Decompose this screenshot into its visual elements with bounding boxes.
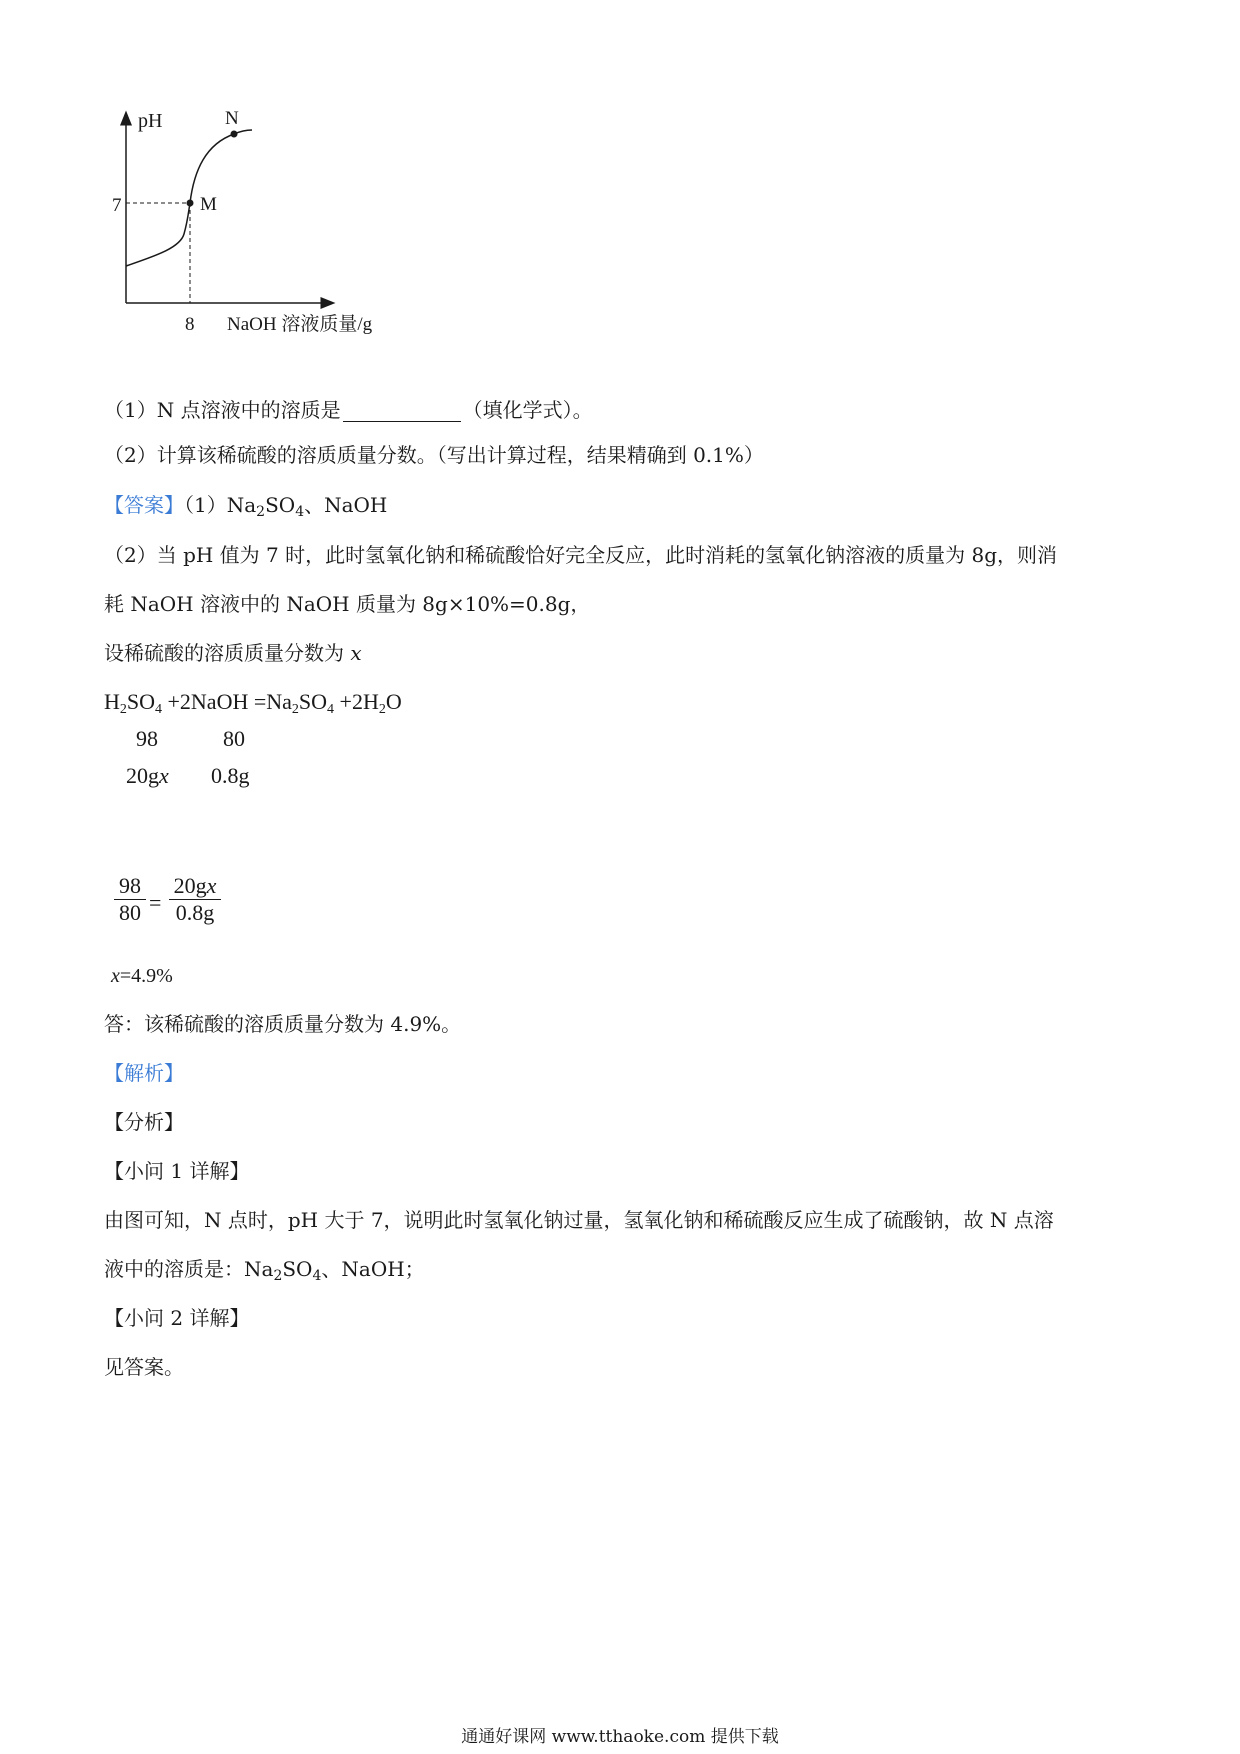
answer-blank	[343, 403, 461, 422]
q1-detail-line1: 由图可知，N 点时，pH 大于 7，说明此时氢氧化钠过量，氢氧化钠和稀硫酸反应生成了硫酸钠，故 N 点溶	[104, 1208, 1054, 1232]
ratio-row-2-right: 0.8g	[211, 763, 250, 788]
let-statement: 设稀硫酸的溶质质量分数为 x	[104, 641, 362, 665]
chemical-equation: $H_2SO_4$ +2NaOH $=Na_2SO_4 +2H_2O$	[104, 689, 402, 717]
question-1: （1）N 点溶液中的溶质是 （填化学式）。	[104, 398, 593, 422]
result-line: x=4.9%	[111, 965, 173, 987]
point-n	[231, 131, 238, 138]
answer-part1: 【答案】$(1)Na_2SO_4$、NaOH	[104, 493, 388, 520]
ph-curve	[126, 130, 252, 266]
x-axis-label: NaOH 溶液质量/g	[227, 314, 373, 335]
fraction-equals: =	[149, 890, 162, 915]
point-m	[187, 200, 194, 207]
q2-detail-text: 见答案。	[104, 1355, 184, 1379]
y-axis-label: pH	[138, 110, 163, 132]
y-tick-7: 7	[112, 195, 122, 216]
question-2: （2）计算该稀硫酸的溶质质量分数。（写出计算过程，结果精确到 0.1%）	[104, 443, 764, 467]
answer-part2-line2: 耗 NaOH 溶液中的 NaOH 质量为 8g×10%=0.8g，	[104, 592, 591, 616]
q1-detail-tag: 【小问 1 详解】	[104, 1159, 250, 1183]
point-m-label: M	[200, 194, 217, 215]
fraction-left: $\frac{98}{80}$	[114, 873, 146, 926]
ph-chart	[110, 110, 440, 372]
ratio-row-1-left: 98	[136, 726, 158, 751]
answer-part2-line1: （2）当 pH 值为 7 时，此时氢氧化钠和稀硫酸恰好完全反应，此时消耗的氢氧化钠溶液的质量为 8g，则消	[104, 543, 1058, 567]
analysis-subtag: 【分析】	[104, 1110, 184, 1134]
point-n-label: N	[225, 110, 239, 129]
answer-tag: 【答案】	[104, 493, 184, 517]
fraction-right: $\frac{20gx}{0.8g}$	[169, 873, 221, 926]
ratio-row-1-right: 80	[223, 726, 245, 751]
analysis-tag: 【解析】	[104, 1061, 184, 1085]
q1-detail-line2: 液中的溶质是：$Na_2SO_4$、NaOH；	[104, 1257, 425, 1284]
x-tick-8: 8	[185, 314, 195, 335]
q2-detail-tag: 【小问 2 详解】	[104, 1306, 250, 1330]
ratio-row-2-left: 20gx	[126, 763, 169, 788]
footer-source: 通通好课网 www.tthaoke.com 提供下载	[461, 1727, 779, 1747]
conclusion: 答：该稀硫酸的溶质质量分数为 4.9%。	[104, 1012, 462, 1036]
